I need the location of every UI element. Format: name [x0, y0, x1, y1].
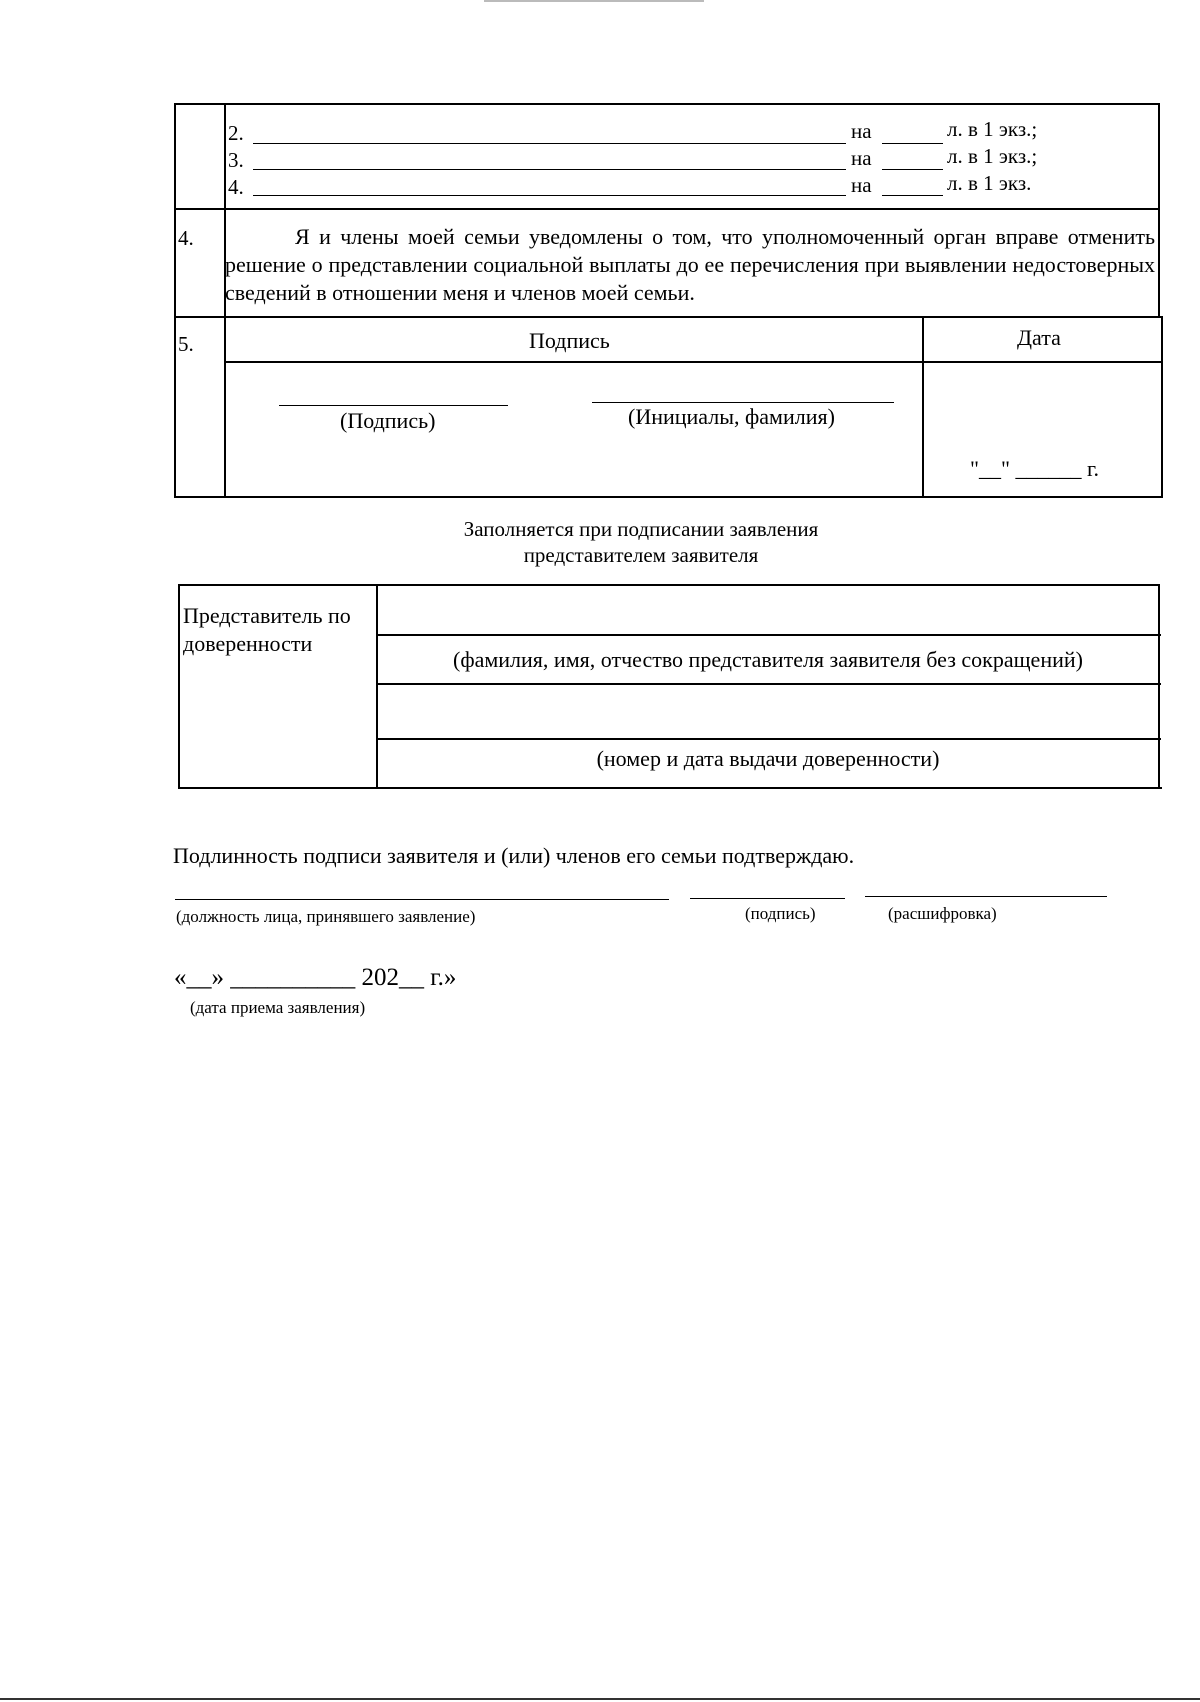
date-caption: (дата приема заявления) — [190, 998, 366, 1017]
copies-label: л. в 1 экз.; — [947, 117, 1038, 141]
authenticity-statement: Подлинность подписи заявителя и (или) членов его семьи подтверждаю. — [173, 843, 855, 868]
row-number: 4. — [228, 175, 244, 199]
na-label: на — [851, 173, 872, 197]
row-number: 5. — [178, 332, 194, 356]
row-number: 4. — [178, 226, 194, 250]
name-caption: (фамилия, имя, отчество представителя заявителя без сокращений) — [453, 647, 1083, 672]
blank-line[interactable] — [253, 169, 846, 170]
scan-edge — [0, 1698, 1200, 1700]
blank-line[interactable] — [882, 143, 943, 144]
proxy-caption: (номер и дата выдачи доверенности) — [596, 746, 940, 771]
decoding-line[interactable] — [865, 896, 1107, 897]
date-header: Дата — [1017, 325, 1061, 350]
blank-line[interactable] — [253, 143, 846, 144]
heading-line: представителем заявителя — [523, 543, 759, 567]
proxy-number-field[interactable] — [380, 688, 1156, 736]
notice-paragraph: Я и члены моей семьи уведомлены о том, что уполномоченный орган вправе отменить решение о представлении социальной выплаты до ее перечисления при выявлении недостоверных сведений в отношении меня и членов моей семьи. — [225, 224, 1155, 305]
blank-line[interactable] — [253, 195, 846, 196]
heading-line: Заполняется при подписании заявления — [463, 517, 819, 541]
scan-edge — [484, 0, 704, 2]
decoding-caption: (расшифровка) — [888, 904, 997, 923]
blank-line[interactable] — [882, 169, 943, 170]
position-caption: (должность лица, принявшего заявление) — [176, 907, 476, 926]
blank-line[interactable] — [882, 195, 943, 196]
date-field[interactable]: "__" ______ г. — [970, 456, 1100, 481]
na-label: на — [851, 119, 872, 143]
na-label: на — [851, 146, 872, 170]
initials-line[interactable] — [592, 402, 894, 403]
representative-label: Представитель по доверенности — [183, 603, 351, 656]
initials-caption: (Инициалы, фамилия) — [628, 404, 835, 429]
copies-label: л. в 1 экз.; — [947, 144, 1038, 168]
signature-line[interactable] — [690, 898, 845, 899]
signature-header: Подпись — [529, 328, 610, 353]
position-line[interactable] — [175, 899, 669, 900]
acceptance-date[interactable]: «__» __________ 202__ г.» — [174, 964, 457, 991]
row-number: 3. — [228, 148, 244, 172]
copies-label: л. в 1 экз. — [947, 171, 1032, 195]
signature-caption: (Подпись) — [340, 408, 436, 433]
signature-line[interactable] — [279, 405, 508, 406]
signature-caption: (подпись) — [745, 904, 816, 923]
row-number: 2. — [228, 121, 244, 145]
representative-name-field[interactable] — [380, 588, 1156, 632]
